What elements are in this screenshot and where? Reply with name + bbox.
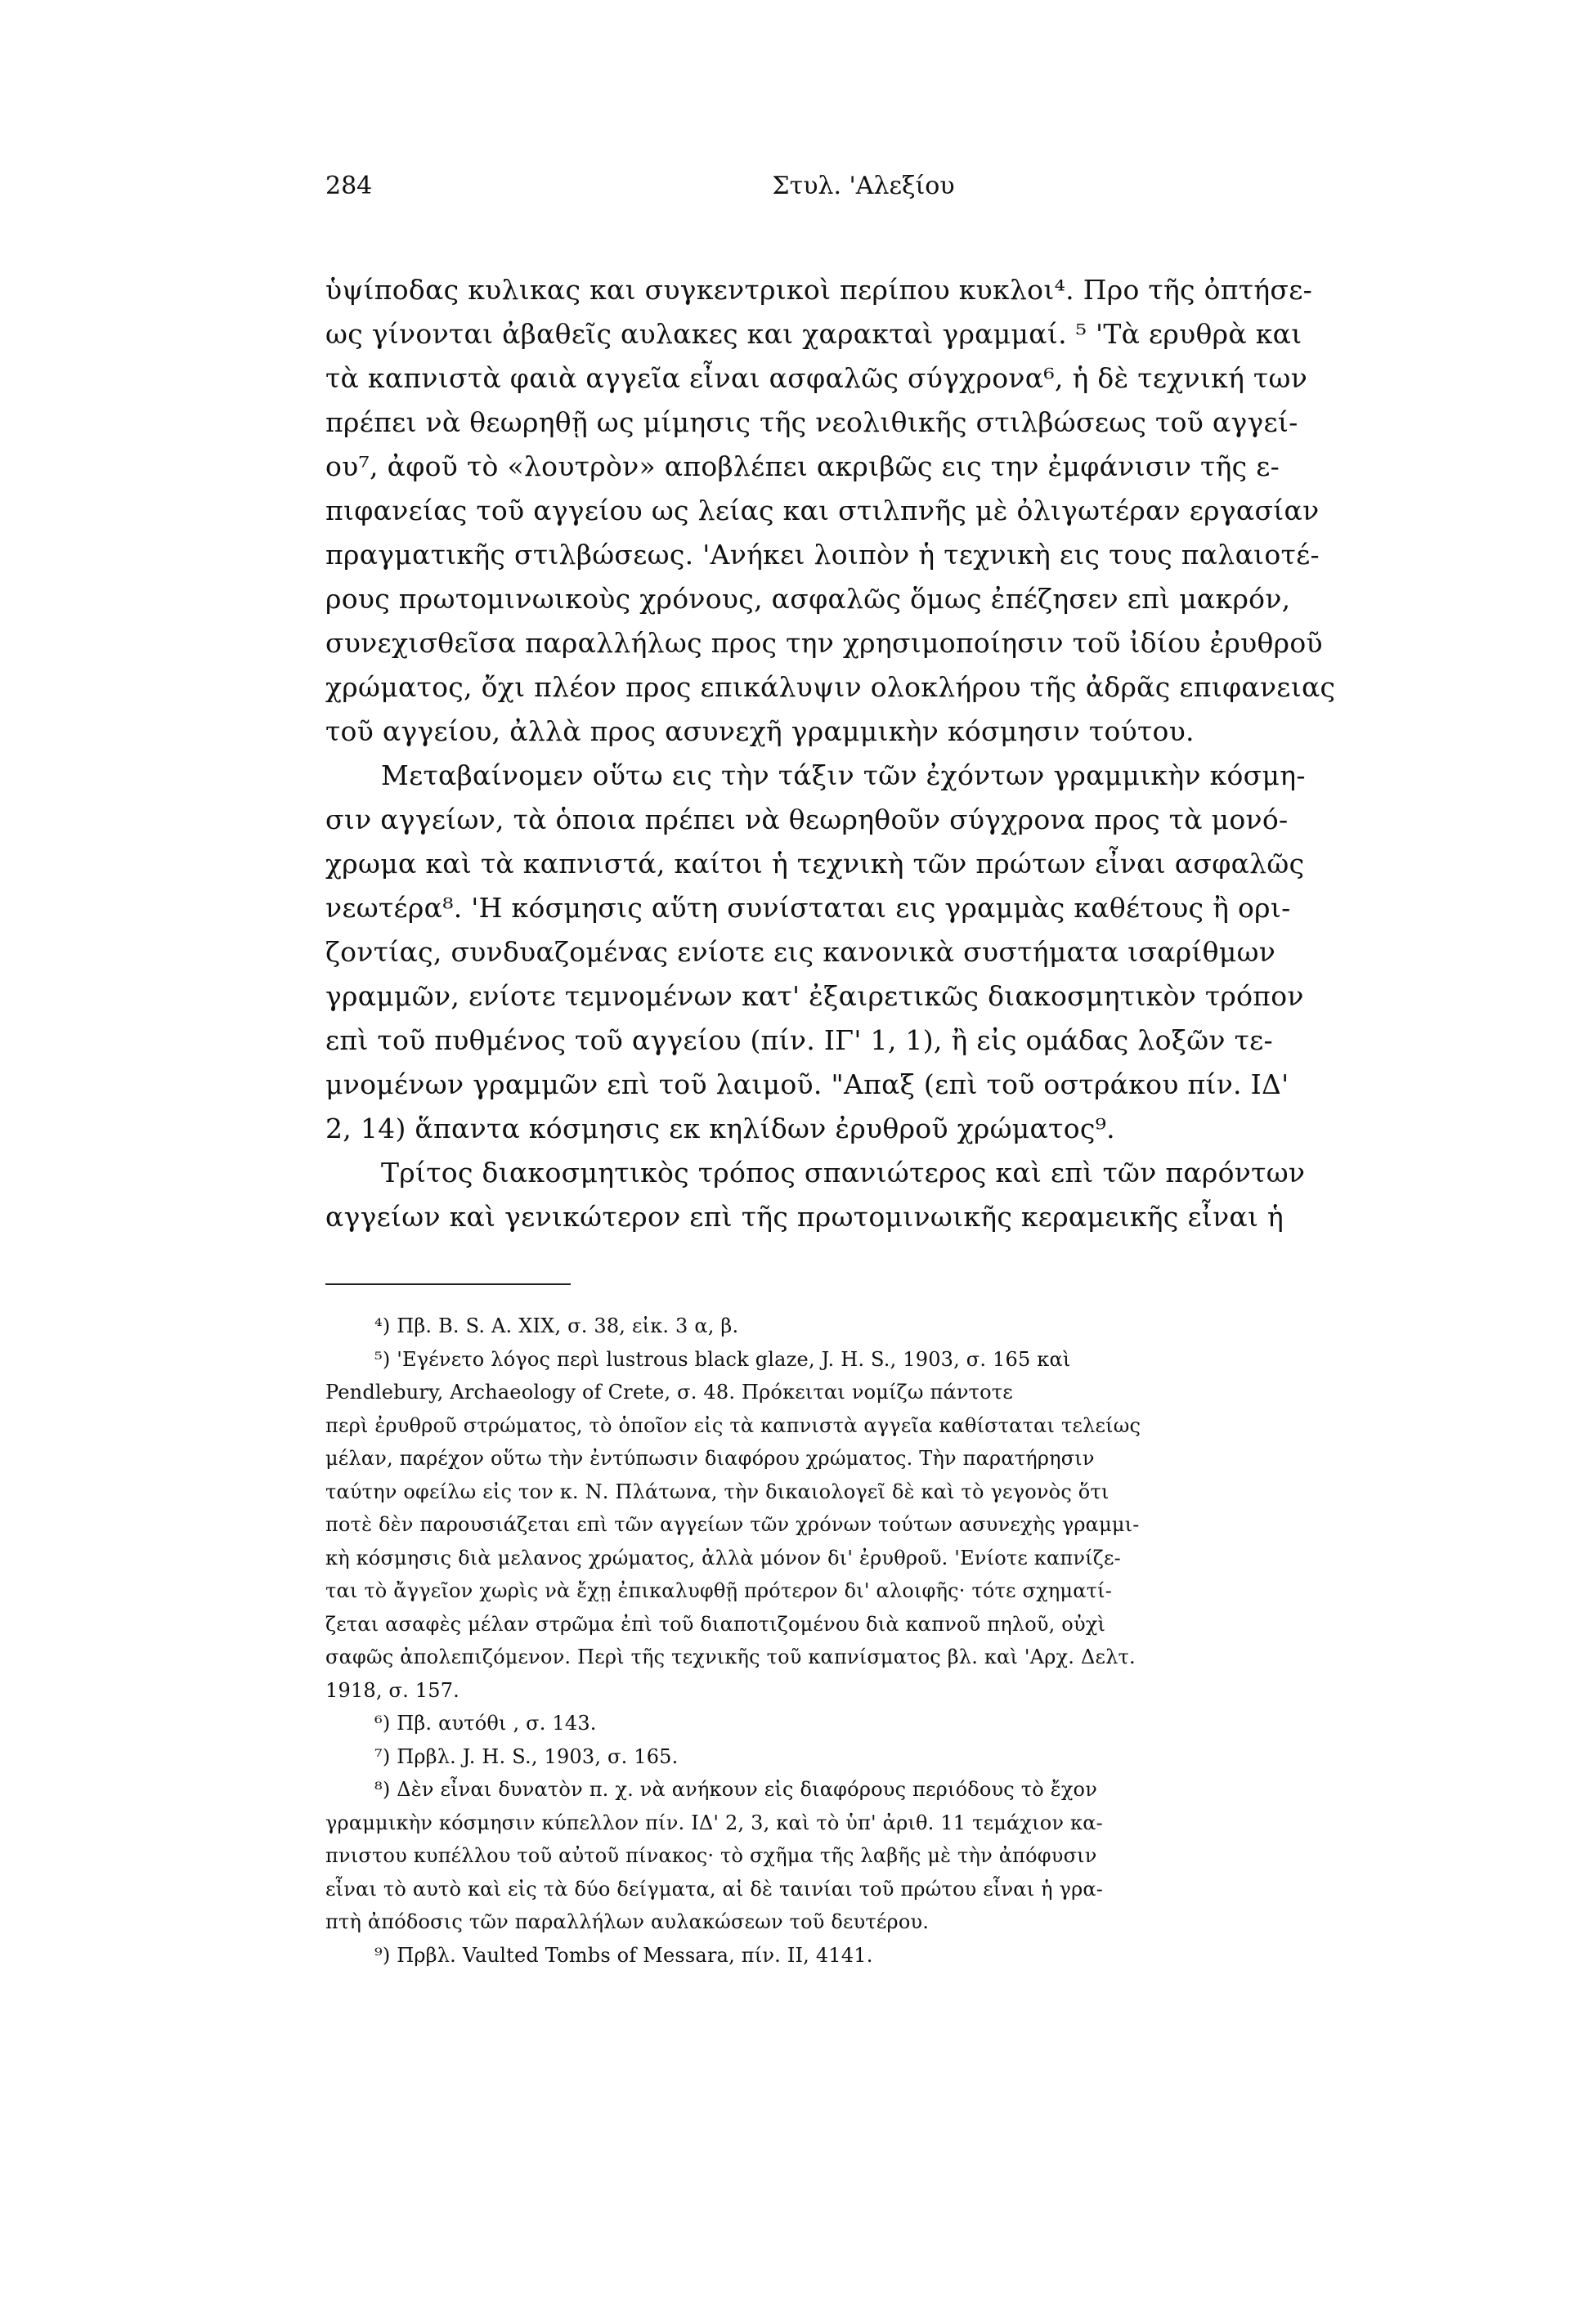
footnote-line: σαφῶς ἀπολεπιζόμενον. Περὶ τῆς τεχνικῆς τοῦ καπνίσματος βλ. καὶ 'Αρχ. Δελτ. xyxy=(325,1646,1136,1668)
body-text-line: ως γίνονται ἀβαθεῖς αυλακες και χαρακταὶ γραμμαί. ⁵ 'Τὰ ερυθρὰ και xyxy=(325,318,1302,350)
body-text-line: πραγματικῆς στιλβώσεως. 'Ανήκει λοιπὸν ἡ τεχνικὴ εις τους παλαιοτέ- xyxy=(325,539,1320,571)
body-text-line: σιν αγγείων, τὰ ὁποια πρέπει νὰ θεωρηθοῦν σύγχρονα προς τὰ μονό- xyxy=(325,804,1289,835)
body-text-line: νεωτέρα⁸. 'Η κόσμησις αὕτη συνίσταται εις γραμμὰς καθέτους ἢ ορι- xyxy=(325,892,1291,924)
footnote-line: 1918, σ. 157. xyxy=(325,1678,460,1702)
body-text-line: ρους πρωτομινωικοὺς χρόνους, ασφαλῶς ὅμως ἐπέζησεν επὶ μακρόν, xyxy=(325,583,1291,615)
footnote-line: ταύτην οφείλω εἰς τον κ. Ν. Πλάτωνα, τὴν δικαιολογεῖ δὲ καὶ τὸ γεγονὸς ὅτι xyxy=(325,1480,1110,1503)
body-text-line: Μεταβαίνομεν οὕτω εις τὴν τάξιν τῶν ἐχόντων γραμμικὴν κόσμη- xyxy=(381,759,1306,791)
body-text-line: ὑψίποδας κυλικας και συγκεντρικοὶ περίπου κυκλοι⁴. Προ τῆς ὀπτήσε- xyxy=(325,274,1313,306)
footnote-line: μέλαν, παρέχον οὕτω τὴν ἐντύπωσιν διαφόρου χρώματος. Τὴν παρατήρησιν xyxy=(325,1447,1095,1470)
footnote-line: ⁵) 'Εγένετο λόγος περὶ lustrous black glaze, J. H. S., 1903, σ. 165 καὶ xyxy=(374,1347,1071,1371)
body-text-line: αγγείων καὶ γενικώτερον επὶ τῆς πρωτομινωικῆς κεραμεικῆς εἶναι ἡ xyxy=(325,1201,1284,1233)
footnote-line: πτὴ ἀπόδοσις τῶν παραλλήλων αυλακώσεων τοῦ δευτέρου. xyxy=(325,1910,930,1933)
footnote-line: εἶναι τὸ αυτὸ καὶ εἰς τὰ δύο δείγματα, αἱ δὲ ταινίαι τοῦ πρώτου εἶναι ἡ γρα- xyxy=(325,1877,1104,1901)
body-text-line: γραμμῶν, ενίοτε τεμνομένων κατ' ἐξαιρετικῶς διακοσμητικὸν τρόπον xyxy=(325,980,1304,1012)
footnote-line: ⁸) Δὲν εἶναι δυνατὸν π. χ. νὰ ανήκουν εἰς διαφόρους περιόδους τὸ ἔχον xyxy=(374,1778,1097,1801)
footnote-line: ζεται ασαφὲς μέλαν στρῶμα ἐπὶ τοῦ διαποτιζομένου διὰ καπνοῦ πηλοῦ, οὐχὶ xyxy=(325,1612,1106,1636)
footnote-line: ⁷) Πρβλ. J. H. S., 1903, σ. 165. xyxy=(374,1744,679,1768)
body-text-line: χρωμα καὶ τὰ καπνιστά, καίτοι ἡ τεχνικὴ τῶν πρώτων εἶναι ασφαλῶς xyxy=(325,848,1305,880)
main-text xyxy=(325,268,1401,1239)
body-text-line: ζοντίας, συνδυαζομένας ενίοτε εις κανονικὰ συστήματα ισαρίθμων xyxy=(325,936,1276,968)
page xyxy=(325,172,1401,2264)
footnote-line: ⁴) Πβ. Β. S. Α. ΧΙΧ, σ. 38, εἰκ. 3 α, β. xyxy=(374,1314,739,1337)
body-text-line: τὰ καπνιστὰ φαιὰ αγγεῖα εἶναι ασφαλῶς σύγχρονα⁶, ἡ δὲ τεχνική των xyxy=(325,362,1308,394)
body-text-line: πρέπει νὰ θεωρηθῇ ως μίμησις τῆς νεολιθικῆς στιλβώσεως τοῦ αγγεί- xyxy=(325,406,1298,438)
body-text-line: πιφανείας τοῦ αγγείου ως λείας και στιλπνῆς μὲ ὀλιγωτέραν εργασίαν xyxy=(325,495,1320,526)
body-text-line: Τρίτος διακοσμητικὸς τρόπος σπανιώτερος καὶ επὶ τῶν παρόντων xyxy=(381,1157,1306,1189)
body-text-line: μνομένων γραμμῶν επὶ τοῦ λαιμοῦ. "Απαξ (επὶ τοῦ οστράκου πίν. ΙΔ' xyxy=(325,1068,1289,1100)
footnote-line: Pendlebury, Archaeology of Crete, σ. 48. Πρόκειται νομίζω πάντοτε xyxy=(325,1381,1013,1404)
footnote-rule xyxy=(325,1283,571,1285)
body-text-line: συνεχισθεῖσα παραλλήλως προς την χρησιμοποίησιν τοῦ ἰδίου ἐρυθροῦ xyxy=(325,627,1323,659)
footnote-line: γραμμικὴν κόσμησιν κύπελλον πίν. ΙΔ' 2, 3, καὶ τὸ ὑπ' ἀριθ. 11 τεμάχιον κα- xyxy=(325,1811,1103,1834)
footnotes xyxy=(325,1310,1401,1972)
running-title: Στυλ. 'Αλεξίου xyxy=(772,172,955,200)
body-text-line: χρώματος, ὄχι πλέον προς επικάλυψιν ολοκλήρου τῆς ἀδρᾶς επιφανειας xyxy=(325,671,1336,703)
footnote-line: περὶ ἐρυθροῦ στρώματος, τὸ ὁποῖον εἰς τὰ καπνιστὰ αγγεῖα καθίσταται τελείως xyxy=(325,1413,1141,1437)
body-text-line: ου⁷, ἀφοῦ τὸ «λουτρὸν» αποβλέπει ακριβῶς εις την ἐμφάνισιν τῆς ε- xyxy=(325,450,1280,482)
running-head xyxy=(325,172,1401,221)
footnote-line: ποτὲ δὲν παρουσιάζεται επὶ τῶν αγγείων τῶν χρόνων τούτων ασυνεχὴς γραμμι- xyxy=(325,1513,1140,1536)
footnote-line: κὴ κόσμησις διὰ μελανος χρώματος, ἀλλὰ μόνον δι' ἐρυθροῦ. 'Ενίοτε καπνίζε- xyxy=(325,1546,1121,1569)
footnote-line: ται τὸ ἄγγεῖον χωρὶς νὰ ἔχῃ ἐπικαλυφθῇ πρότερον δι' αλοιφῆς· τότε σχηματί- xyxy=(325,1579,1113,1602)
footnote-line: πνιστου κυπέλλου τοῦ αὐτοῦ πίνακος· τὸ σχῆμα τῆς λαβῆς μὲ τὴν ἀπόφυσιν xyxy=(325,1844,1097,1867)
body-text-line: 2, 14) ἅπαντα κόσμησις εκ κηλίδων ἐρυθροῦ χρώματος⁹. xyxy=(325,1113,1115,1144)
footnote-line: ⁶) Πβ. αυτόθι , σ. 143. xyxy=(374,1712,597,1735)
body-text-line: τοῦ αγγείου, ἀλλὰ προς ασυνεχῆ γραμμικὴν κόσμησιν τούτου. xyxy=(325,715,1195,747)
body-text-line: επὶ τοῦ πυθμένος τοῦ αγγείου (πίν. ΙΓ' 1, 1), ἢ εἰς ομάδας λοξῶν τε- xyxy=(325,1024,1273,1056)
footnote-line: ⁹) Πρβλ. Vaulted Tombs of Messara, πίν. II, 4141. xyxy=(374,1943,873,1967)
page-number: 284 xyxy=(325,172,373,200)
